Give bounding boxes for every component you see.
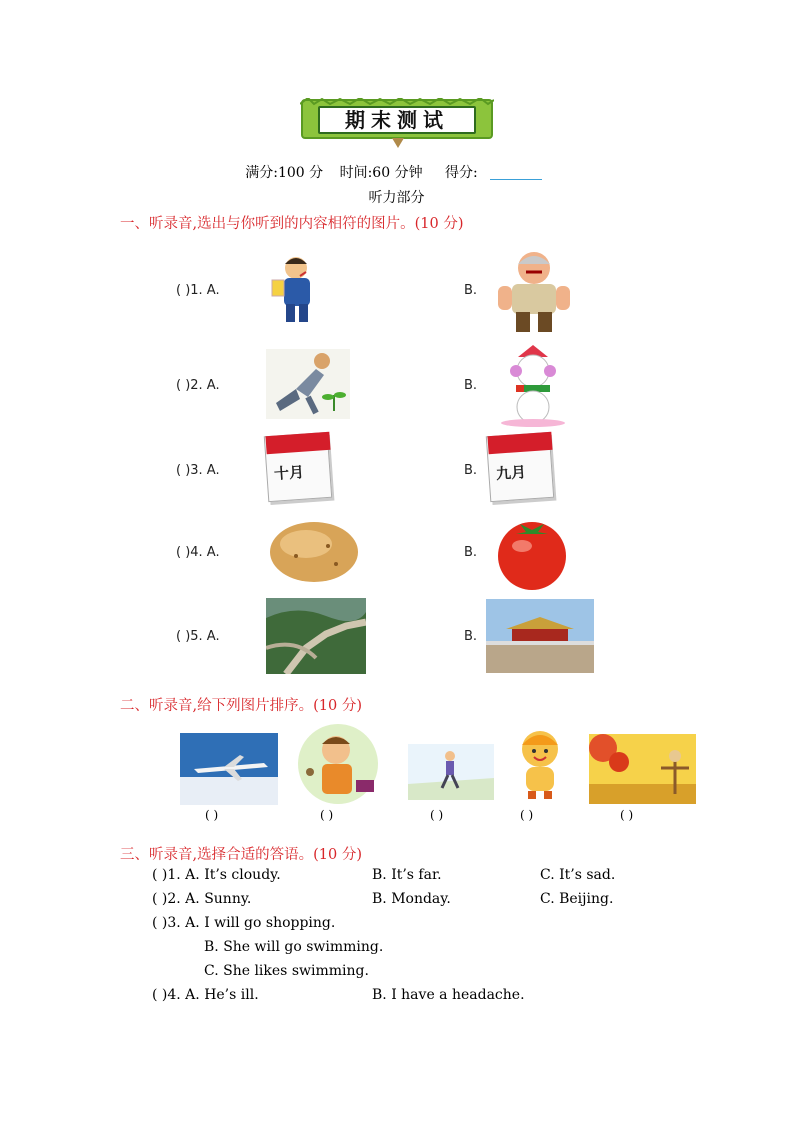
forbidden-city-icon <box>486 599 594 673</box>
snowman-icon <box>496 345 570 427</box>
order-paren-3[interactable]: ( ) <box>430 808 444 822</box>
order-paren-2[interactable]: ( ) <box>320 808 334 822</box>
potato-icon <box>266 516 362 586</box>
s3-q3-c: C. She likes swimming. <box>204 963 369 979</box>
s3-q2-c: C. Beijing. <box>540 891 614 907</box>
time-limit: 时间:60 分钟 <box>339 165 423 181</box>
angry-man-icon <box>488 248 580 336</box>
s1-q1-label: ( )1. A. <box>176 283 220 298</box>
s1-q2-label: ( )2. A. <box>176 378 220 393</box>
s3-q1-c: C. It’s sad. <box>540 867 616 883</box>
full-score: 满分:100 分 <box>245 165 324 181</box>
tomato-icon <box>492 512 572 592</box>
calendar-a-text: 十月 <box>273 462 305 484</box>
title-banner <box>300 98 494 148</box>
s1-q5-label: ( )5. A. <box>176 629 220 644</box>
walking-boy-icon <box>408 744 494 800</box>
section2-title: 二、听录音,给下列图片排序。(10 分) <box>120 698 362 714</box>
score-blank[interactable] <box>490 166 542 180</box>
page-title: 期末测试 <box>318 106 476 134</box>
great-wall-icon <box>266 598 366 674</box>
section1-title: 一、听录音,选出与你听到的内容相符的图片。(10 分) <box>120 216 464 232</box>
s3-q1-b: B. It’s far. <box>372 867 442 883</box>
order-paren-1[interactable]: ( ) <box>205 808 219 822</box>
order-paren-5[interactable]: ( ) <box>620 808 634 822</box>
airplane-icon <box>180 733 278 805</box>
sneezing-boy-icon <box>296 722 382 806</box>
order-paren-4[interactable]: ( ) <box>520 808 534 822</box>
calendar-b-text: 九月 <box>495 462 527 484</box>
smiling-child-icon <box>512 725 568 803</box>
sick-man-icon <box>266 252 330 326</box>
s3-q4-b: B. I have a headache. <box>372 987 525 1003</box>
s3-q2-a: ( )2. A. Sunny. <box>152 891 252 907</box>
calendar-october-icon <box>266 434 336 504</box>
autumn-scarecrow-icon <box>589 734 696 804</box>
s1-q4-b: B. <box>464 545 478 560</box>
s1-q3-label: ( )3. A. <box>176 463 220 478</box>
s1-q4-label: ( )4. A. <box>176 545 220 560</box>
part-heading: 听力部分 <box>368 190 425 206</box>
s1-q2-b: B. <box>464 378 478 393</box>
s3-q3-b: B. She will go swimming. <box>204 939 384 955</box>
s1-q3-b: B. <box>464 463 478 478</box>
s3-q3-a: ( )3. A. I will go shopping. <box>152 915 336 931</box>
s3-q2-b: B. Monday. <box>372 891 451 907</box>
calendar-september-icon <box>488 434 558 504</box>
s1-q1-b: B. <box>464 283 478 298</box>
section3-title: 三、听录音,选择合适的答语。(10 分) <box>120 847 362 863</box>
score-label: 得分: <box>445 165 478 181</box>
s1-q5-b: B. <box>464 629 478 644</box>
planting-man-icon <box>266 349 350 419</box>
s3-q4-a: ( )4. A. He’s ill. <box>152 987 259 1003</box>
exam-meta <box>0 162 793 182</box>
s3-q1-a: ( )1. A. It’s cloudy. <box>152 867 281 883</box>
